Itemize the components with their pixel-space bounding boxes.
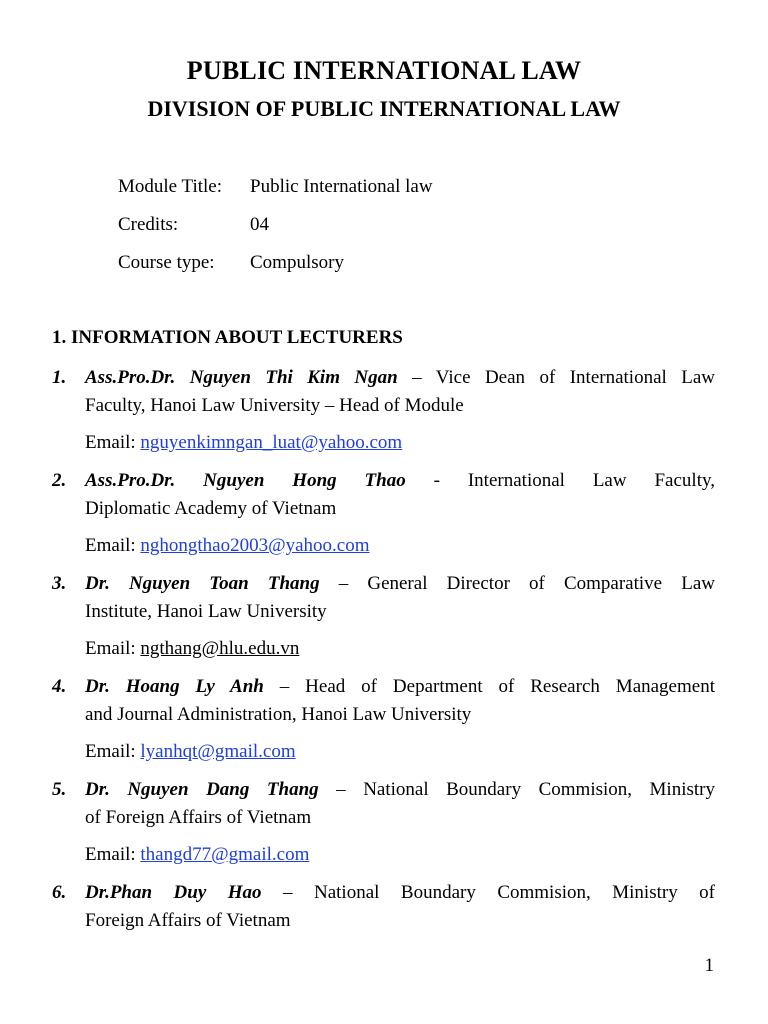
section-heading: 1. INFORMATION ABOUT LECTURERS: [52, 327, 403, 348]
lecturer-name: Dr.Phan Duy Hao: [85, 882, 262, 903]
lecturer-item: 1. Ass.Pro.Dr. Nguyen Thi Kim Ngan – Vice Dean of International Law Faculty, Hanoi Law University – Head of Module Email: nguyenkimngan_luat@yahoo.com: [52, 364, 715, 457]
lecturer-name: Ass.Pro.Dr. Nguyen Thi Kim Ngan: [85, 367, 398, 388]
lecturer-name: Ass.Pro.Dr. Nguyen Hong Thao: [85, 470, 406, 491]
lecturer-role: Head of Department of Research Management: [305, 676, 715, 697]
lecturer-name: Dr. Nguyen Dang Thang: [85, 779, 319, 800]
email-link[interactable]: ngthang@hlu.edu.vn: [140, 638, 300, 659]
email-link[interactable]: lyanhqt@gmail.com: [140, 741, 296, 762]
list-number: 1.: [52, 367, 67, 388]
email-line: [85, 429, 715, 457]
lecturer-affiliation: and Journal Administration, Hanoi Law University: [85, 704, 472, 725]
lecturer-item: 6. Dr.Phan Duy Hao – National Boundary Commision, Ministry of Foreign Affairs of Vietnam: [52, 879, 715, 935]
email-link[interactable]: thangd77@gmail.com: [140, 844, 310, 865]
lecturer-item: 5. Dr. Nguyen Dang Thang – National Boundary Commision, Ministry of Foreign Affairs of Vietnam Email: thangd77@gmail.com: [52, 776, 715, 869]
email-label: Email:: [85, 432, 141, 453]
lecturer-name: Dr. Nguyen Toan Thang: [85, 573, 320, 594]
lecturer-affiliation: Foreign Affairs of Vietnam: [85, 910, 291, 931]
lecturer-role: International Law Faculty,: [467, 470, 715, 491]
module-title-label: Module Title:: [118, 176, 222, 197]
lecturer-affiliation: Faculty, Hanoi Law University – Head of Module: [85, 395, 464, 416]
list-number: 2.: [52, 470, 67, 491]
page-number: 1: [704, 955, 714, 976]
module-info: [118, 176, 433, 290]
lecturer-item: 3. Dr. Nguyen Toan Thang – General Director of Comparative Law Institute, Hanoi Law University Email: ngthang@hlu.edu.vn: [52, 570, 715, 663]
lecturer-role: General Director of Comparative Law: [367, 573, 715, 594]
email-line: [85, 841, 715, 869]
course-type-label: Course type:: [118, 252, 215, 273]
email-label: Email:: [85, 535, 141, 556]
lecturer-affiliation: Institute, Hanoi Law University: [85, 601, 327, 622]
lecturer-name: Dr. Hoang Ly Anh: [85, 676, 264, 697]
module-title-value: Public International law: [250, 176, 433, 197]
email-label: Email:: [85, 844, 141, 865]
course-type-value: Compulsory: [250, 252, 344, 273]
email-label: Email:: [85, 741, 141, 762]
lecturer-affiliation: of Foreign Affairs of Vietnam: [85, 807, 312, 828]
page-subtitle: DIVISION OF PUBLIC INTERNATIONAL LAW: [147, 96, 621, 121]
list-number: 5.: [52, 779, 67, 800]
email-line: [85, 738, 715, 766]
lecturer-role: Vice Dean of International Law: [435, 367, 715, 388]
lecturer-item: 4. Dr. Hoang Ly Anh – Head of Department of Research Management and Journal Administration, Hanoi Law University Email: lyanhqt@gmail.com: [52, 673, 715, 766]
lecturer-role: National Boundary Commision, Ministry of: [314, 882, 715, 903]
list-number: 3.: [52, 573, 67, 594]
credits-label: Credits:: [118, 214, 179, 235]
email-link[interactable]: nghongthao2003@yahoo.com: [140, 535, 370, 556]
email-line: [85, 635, 715, 663]
lecturer-affiliation: Diplomatic Academy of Vietnam: [85, 498, 337, 519]
module-info-row: [118, 176, 433, 214]
email-label: Email:: [85, 638, 141, 659]
lecturer-item: 2. Ass.Pro.Dr. Nguyen Hong Thao - International Law Faculty, Diplomatic Academy of Vietnam Email: nghongthao2003@yahoo.com: [52, 467, 715, 560]
list-number: 6.: [52, 882, 67, 903]
lecturer-role: National Boundary Commision, Ministry: [363, 779, 715, 800]
page-title: PUBLIC INTERNATIONAL LAW: [186, 56, 582, 85]
email-line: [85, 532, 715, 560]
module-info-row: [118, 252, 433, 290]
credits-value: 04: [250, 214, 269, 235]
list-number: 4.: [52, 676, 67, 697]
email-link[interactable]: nguyenkimngan_luat@yahoo.com: [140, 432, 403, 453]
module-info-row: [118, 214, 433, 252]
